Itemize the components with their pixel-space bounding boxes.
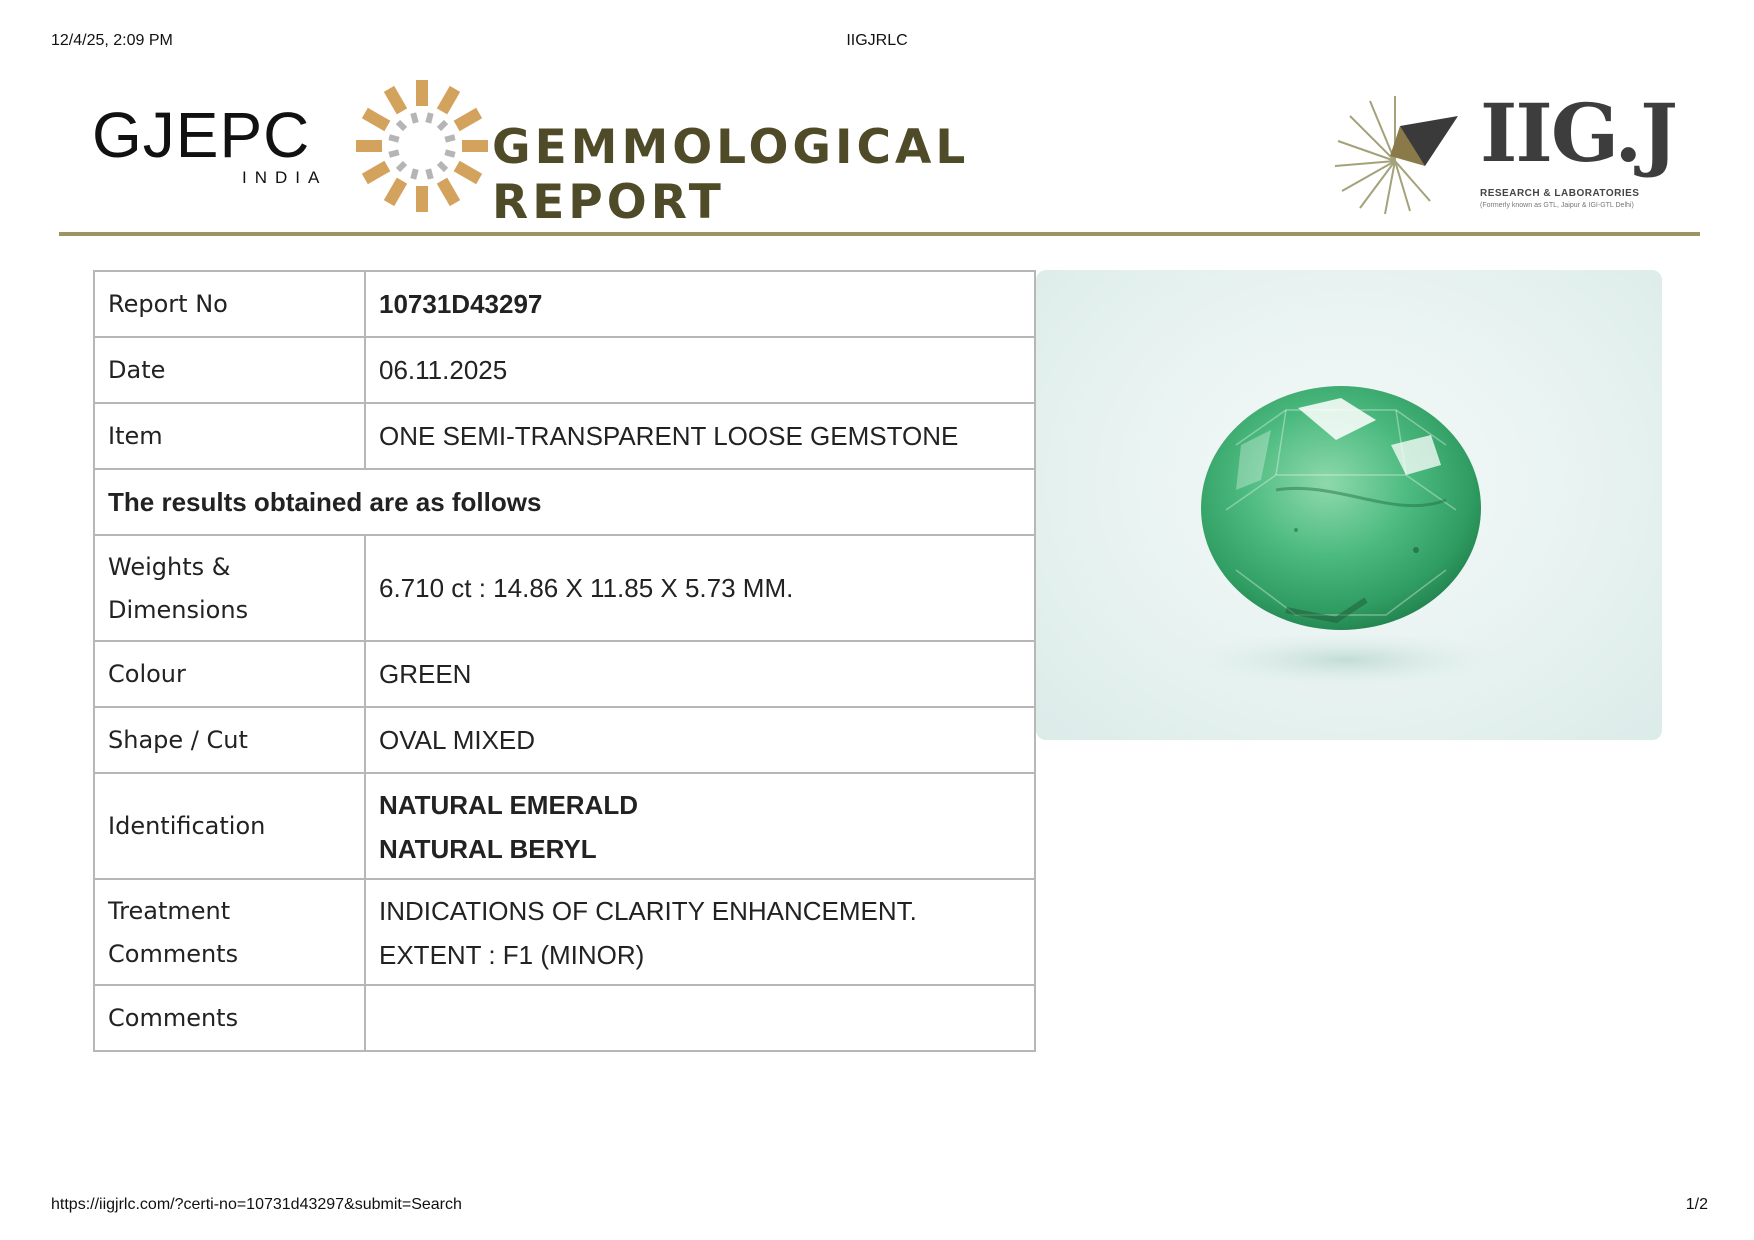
identification-value: [365, 773, 1035, 879]
print-datetime: 12/4/25, 2:09 PM: [51, 32, 173, 49]
treatment-line2: EXTENT : F1 (MINOR): [379, 940, 645, 970]
date-label: Date: [94, 337, 365, 403]
report-no-value: 10731D43297: [365, 271, 1035, 337]
colour-label: Colour: [94, 641, 365, 707]
gemstone-photo: [1036, 270, 1662, 740]
treatment-line1: INDICATIONS OF CLARITY ENHANCEMENT.: [379, 896, 917, 926]
shape-label: Shape / Cut: [94, 707, 365, 773]
row-report-no: [94, 271, 1035, 337]
row-comments: [94, 985, 1035, 1051]
row-results-heading: [94, 469, 1035, 535]
weights-label-line1: Weights &: [108, 553, 231, 581]
treatment-value: [365, 879, 1035, 985]
weights-label-line2: Dimensions: [108, 596, 249, 624]
iigj-burst-icon: [1330, 86, 1460, 216]
iigj-logo-word: IIG.J: [1480, 86, 1677, 180]
treatment-label: [94, 879, 365, 985]
gjepc-logo: [92, 76, 492, 216]
identification-line1: NATURAL EMERALD: [379, 790, 639, 820]
comments-label: Comments: [94, 985, 365, 1051]
comments-value: [365, 985, 1035, 1051]
date-value: 06.11.2025: [365, 337, 1035, 403]
item-value: ONE SEMI-TRANSPARENT LOOSE GEMSTONE: [365, 403, 1035, 469]
report-table: [93, 270, 1036, 1052]
iigj-logo-sub2: (Formerly known as GTL, Jaipur & IGI-GTL Delhi): [1480, 202, 1634, 209]
report-heading: GEMMOLOGICAL REPORT: [492, 120, 970, 230]
identification-label: Identification: [94, 773, 365, 879]
row-identification: [94, 773, 1035, 879]
emerald-gem-icon: [1036, 270, 1662, 740]
report-no-label: Report No: [94, 271, 365, 337]
row-item: [94, 403, 1035, 469]
treatment-label-line2: Comments: [108, 940, 239, 968]
iigj-logo: [1330, 78, 1677, 218]
weights-value: 6.710 ct : 14.86 X 11.85 X 5.73 MM.: [365, 535, 1035, 641]
row-weights: [94, 535, 1035, 641]
print-title: IIGJRLC: [846, 32, 908, 49]
row-shape: [94, 707, 1035, 773]
page-number: 1/2: [1685, 1196, 1708, 1213]
identification-line2: NATURAL BERYL: [379, 834, 597, 864]
gjepc-logo-sub: INDIA: [242, 168, 328, 187]
row-colour: [94, 641, 1035, 707]
row-treatment: [94, 879, 1035, 985]
print-url: https://iigjrlc.com/?certi-no=10731d43297&submit=Search: [51, 1196, 462, 1213]
results-heading: The results obtained are as follows: [94, 469, 1035, 535]
header-divider: [59, 232, 1700, 236]
gjepc-wheel-icon: [352, 76, 492, 216]
gjepc-logo-word: GJEPC: [92, 99, 311, 171]
shape-value: OVAL MIXED: [365, 707, 1035, 773]
colour-value: GREEN: [365, 641, 1035, 707]
treatment-label-line1: Treatment: [108, 897, 231, 925]
iigj-logo-sub: RESEARCH & LABORATORIES: [1480, 188, 1640, 199]
item-label: Item: [94, 403, 365, 469]
weights-label: [94, 535, 365, 641]
row-date: [94, 337, 1035, 403]
